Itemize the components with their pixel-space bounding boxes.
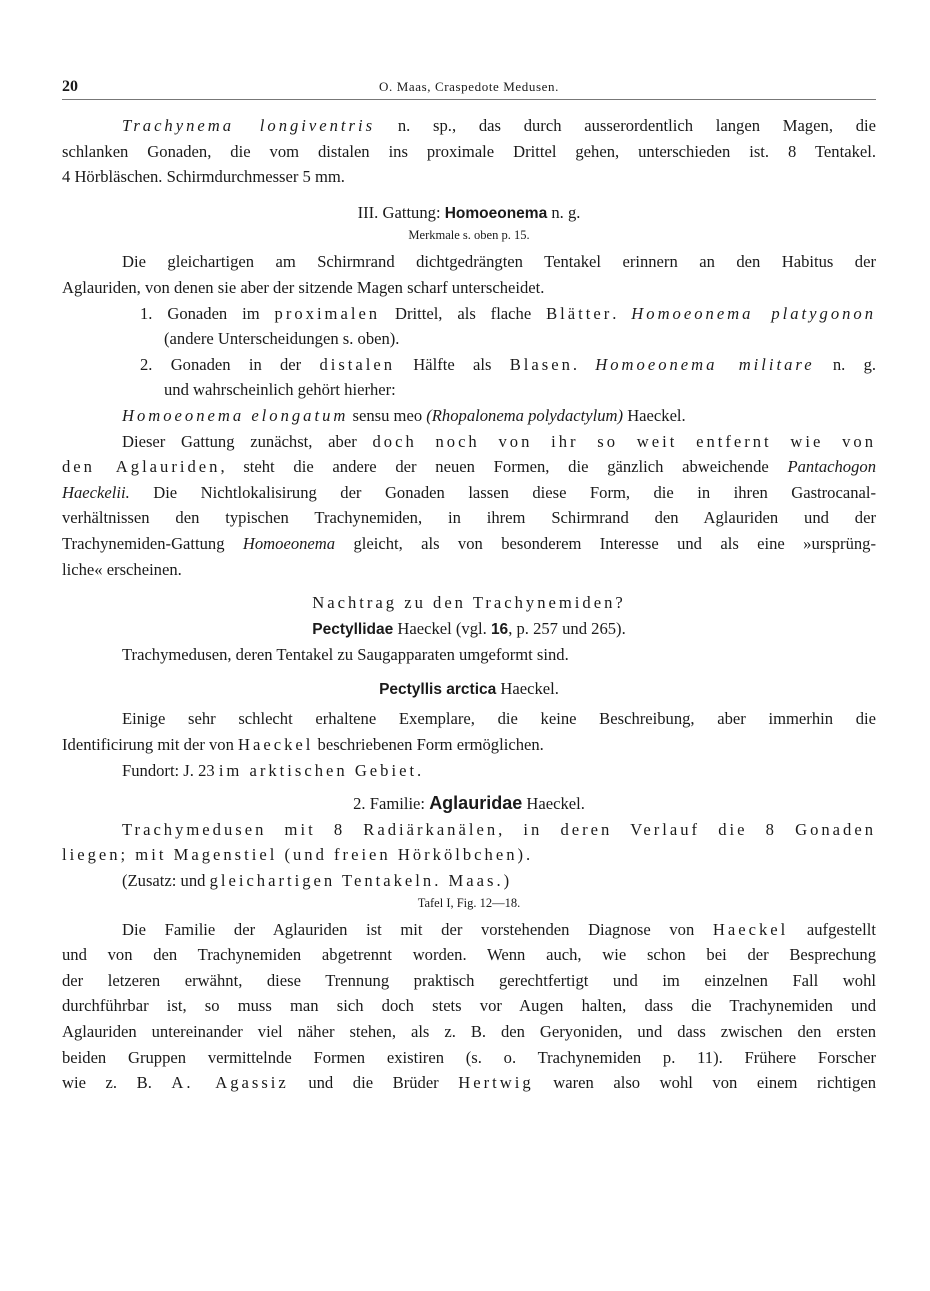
paragraph-line: Einige sehr schlecht erhaltene Exemplare, die keine Beschreibung, aber immerhin die: [122, 709, 876, 729]
section-title: Nachtrag zu den Trachynemiden?: [312, 593, 626, 613]
paragraph-line: Haeckelii. Die Nichtlokalisirung der Gonaden lassen diese Form, die in ihren Gastrocanal-: [62, 482, 876, 502]
family-heading: 2. Familie: Aglauridae Haeckel.: [353, 793, 585, 814]
plate-reference: Tafel I, Fig. 12—18.: [417, 895, 521, 910]
taxon-name: Trachynema longiventris: [122, 116, 376, 135]
paragraph-line: liche« erscheinen.: [62, 559, 182, 579]
running-header: [62, 78, 876, 96]
paragraph-line: Aglauriden untereinander viel näher stehen, als z. B. den Geryoniden, und dass zwischen den ersten: [62, 1022, 876, 1041]
running-title: O. Maas, Craspedote Medusen.: [379, 79, 559, 94]
genus-name: Homoeonema: [444, 204, 548, 222]
paragraph-line: durchführbar ist, so muss man sich doch stets vor Augen halten, dass die Trachynemiden und: [62, 996, 876, 1016]
paragraph-line: 4 Hörbläschen. Schirmdurchmesser 5 mm.: [62, 167, 345, 187]
paragraph-line: schlanken Gonaden, die vom distalen ins proximale Drittel gehen, unterschieden ist. 8 Tentakel.: [62, 141, 876, 161]
family-name: Aglauridae: [429, 793, 523, 814]
taxon-name: Homoeonema militare: [595, 354, 815, 374]
species-heading: Pectyllis arctica Haeckel.: [379, 678, 559, 698]
genus-note: Merkmale s. oben p. 15.: [408, 228, 530, 243]
taxon-name: Homoeonema platygonon: [631, 303, 877, 323]
header-rule: [62, 99, 876, 100]
paragraph-line: den Aglauriden, steht die andere der neuen Formen, die gänzlich abweichende Pantachogon: [62, 457, 876, 477]
paragraph-line: Die Familie der Aglauriden ist mit der vorstehenden Diagnose von Haeckel aufgestellt: [122, 919, 876, 939]
page-body: [62, 113, 876, 1096]
genus-heading: III. Gattung: Homoeonema n. g.: [357, 202, 581, 222]
locality-line: Fundort: J. 23 im arktischen Gebiet.: [122, 760, 425, 780]
paragraph-line: [62, 113, 876, 139]
synonym-line: Homoeonema elongatum sensu meo (Rhopalonema polydactylum) Haeckel.: [122, 405, 686, 425]
diagnosis-line: Trachymedusen mit 8 Radiärkanälen, in deren Verlauf die 8 Gonaden: [122, 819, 876, 839]
paragraph-line: Dieser Gattung zunächst, aber doch noch von ihr so weit entfernt wie von: [122, 431, 876, 451]
text: n. sp., das durch ausserordentlich langen Magen, die: [375, 116, 876, 135]
synonym: (Rhopalonema polydactylum): [426, 405, 624, 425]
paragraph-line: Identificirung mit der von Haeckel beschriebenen Form ermöglichen.: [62, 735, 544, 755]
diagnosis-addition: (Zusatz: und gleichartigen Tentakeln. Maas.): [122, 871, 510, 891]
paragraph-line: Aglauriden, von denen sie aber der sitzende Magen scharf unterscheidet.: [62, 277, 545, 297]
taxon-name: Homoeonema elongatum: [122, 405, 349, 425]
paragraph-line: verhältnissen den typischen Trachynemiden, in ihrem Schirmrand den Aglauriden und der: [62, 508, 876, 528]
family-heading: Pectyllidae Haeckel (vgl. 16, p. 257 und 265).: [312, 618, 626, 638]
paragraph-line: Die gleichartigen am Schirmrand dichtgedrängten Tentakel erinnern an den Habitus der: [122, 252, 876, 272]
diagnosis-line: liegen; mit Magenstiel (und freien Hörkölbchen).: [62, 845, 534, 865]
species-name: Pectyllis arctica: [379, 680, 497, 698]
paragraph-line: wie z. B. A. Agassiz und die Brüder Hertwig waren also wohl von einem richtigen: [62, 1073, 876, 1093]
list-item-continuation: und wahrscheinlich gehört hierher:: [164, 380, 396, 400]
paragraph-line: der letzeren erwähnt, diese Trennung praktisch gerechtfertigt und im einzelnen Fall wohl: [62, 970, 876, 990]
family-description: Trachymedusen, deren Tentakel zu Saugapparaten umgeformt sind.: [122, 645, 569, 665]
list-item: 1. Gonaden im proximalen Drittel, als flache Blätter. Homoeonema platygonon: [140, 303, 877, 323]
list-item-continuation: (andere Unterscheidungen s. oben).: [164, 329, 400, 349]
paragraph-line: beiden Gruppen vermittelnde Formen existiren (s. o. Trachynemiden p. 11). Frühere Forscher: [62, 1047, 876, 1067]
family-name: Pectyllidae: [312, 620, 394, 638]
list-item: 2. Gonaden in der distalen Hälfte als Blasen. Homoeonema militare n. g.: [140, 354, 877, 374]
paragraph-line: und von den Trachynemiden abgetrennt worden. Wenn auch, wie schon bei der Besprechung: [62, 945, 876, 965]
paragraph-line: Trachynemiden-Gattung Homoeonema gleicht, als von besonderem Interesse und als eine »ursprüng-: [62, 533, 876, 553]
page-number: 20: [62, 78, 78, 95]
